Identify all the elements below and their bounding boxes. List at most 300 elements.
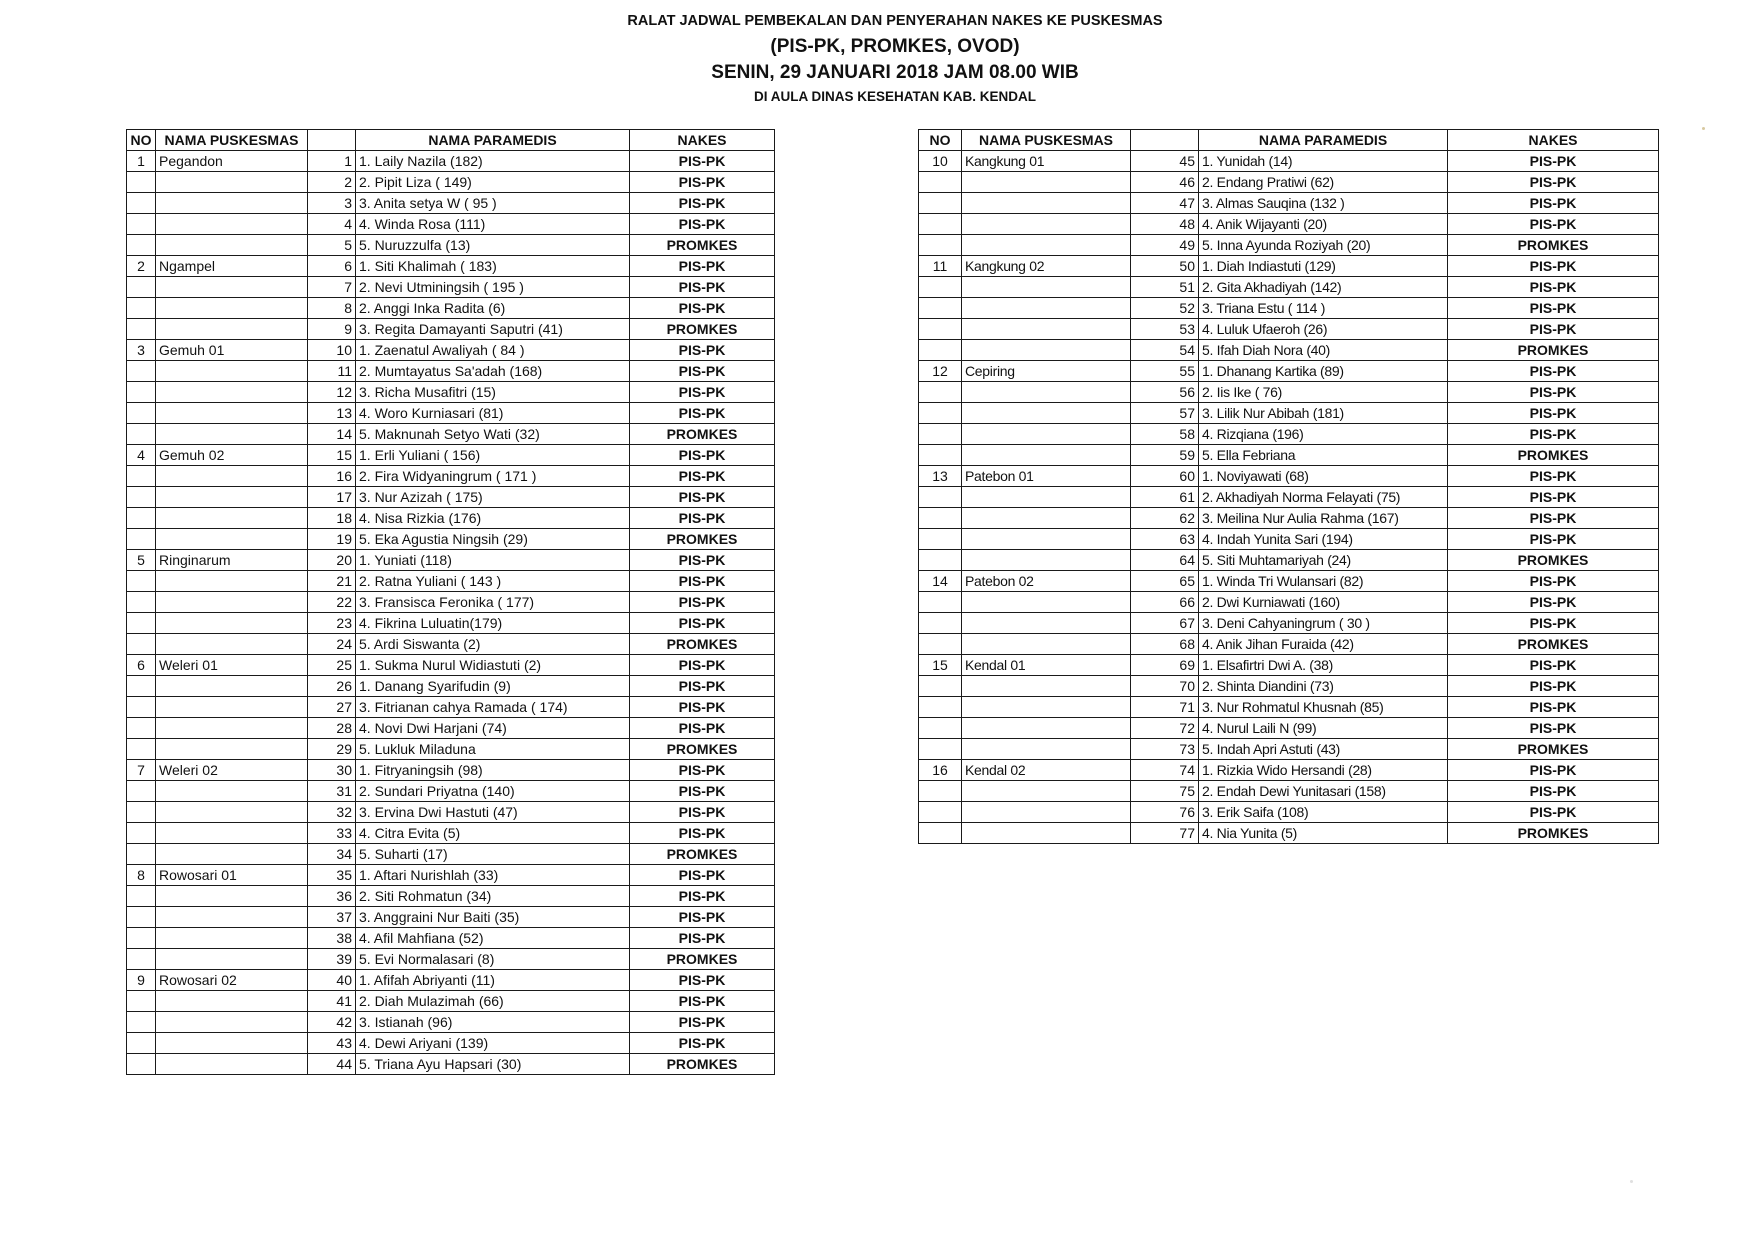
table-row bbox=[919, 361, 1659, 382]
paramedis-index-cell: 25 bbox=[308, 655, 356, 676]
nakes-type-cell: PIS-PK bbox=[630, 277, 775, 298]
nakes-type-cell: PIS-PK bbox=[1448, 655, 1659, 676]
nakes-type-cell: PROMKES bbox=[630, 844, 775, 865]
row-number-cell bbox=[127, 172, 156, 193]
puskesmas-name-cell bbox=[962, 319, 1131, 340]
paramedis-name-cell: 3. Nur Rohmatul Khusnah (85) bbox=[1199, 697, 1448, 718]
paramedis-name-cell: 1. Afifah Abriyanti (11) bbox=[356, 970, 630, 991]
paramedis-index-cell: 36 bbox=[308, 886, 356, 907]
column-header-nakes: NAKES bbox=[630, 130, 775, 151]
puskesmas-name-cell bbox=[156, 214, 308, 235]
row-number-cell bbox=[127, 886, 156, 907]
paramedis-name-cell: 5. Triana Ayu Hapsari (30) bbox=[356, 1054, 630, 1075]
paramedis-index-cell: 45 bbox=[1131, 151, 1199, 172]
table-row bbox=[919, 235, 1659, 256]
puskesmas-name-cell bbox=[962, 592, 1131, 613]
row-number-cell bbox=[919, 739, 962, 760]
puskesmas-name-cell: Ngampel bbox=[156, 256, 308, 277]
nakes-type-cell: PIS-PK bbox=[1448, 676, 1659, 697]
puskesmas-name-cell bbox=[156, 592, 308, 613]
paramedis-name-cell: 4. Nisa Rizkia (176) bbox=[356, 508, 630, 529]
puskesmas-name-cell bbox=[962, 676, 1131, 697]
table-row bbox=[127, 823, 775, 844]
row-number-cell bbox=[127, 277, 156, 298]
puskesmas-name-cell bbox=[962, 403, 1131, 424]
nakes-type-cell: PIS-PK bbox=[630, 151, 775, 172]
row-number-cell: 13 bbox=[919, 466, 962, 487]
puskesmas-name-cell bbox=[156, 676, 308, 697]
nakes-type-cell: PIS-PK bbox=[1448, 781, 1659, 802]
paramedis-index-cell: 62 bbox=[1131, 508, 1199, 529]
table-row bbox=[919, 634, 1659, 655]
puskesmas-name-cell bbox=[962, 613, 1131, 634]
table-row bbox=[919, 340, 1659, 361]
paramedis-index-cell: 46 bbox=[1131, 172, 1199, 193]
table-row bbox=[919, 445, 1659, 466]
paramedis-name-cell: 5. Ifah Diah Nora (40) bbox=[1199, 340, 1448, 361]
table-header-row bbox=[127, 130, 775, 151]
puskesmas-name-cell: Rowosari 01 bbox=[156, 865, 308, 886]
puskesmas-name-cell: Kangkung 01 bbox=[962, 151, 1131, 172]
nakes-type-cell: PIS-PK bbox=[630, 802, 775, 823]
paramedis-index-cell: 55 bbox=[1131, 361, 1199, 382]
puskesmas-name-cell bbox=[962, 382, 1131, 403]
nakes-type-cell: PIS-PK bbox=[630, 445, 775, 466]
paramedis-name-cell: 1. Sukma Nurul Widiastuti (2) bbox=[356, 655, 630, 676]
paramedis-name-cell: 1. Yunidah (14) bbox=[1199, 151, 1448, 172]
puskesmas-name-cell bbox=[156, 844, 308, 865]
nakes-type-cell: PIS-PK bbox=[630, 466, 775, 487]
row-number-cell bbox=[919, 298, 962, 319]
puskesmas-name-cell bbox=[156, 991, 308, 1012]
puskesmas-name-cell bbox=[962, 424, 1131, 445]
puskesmas-name-cell bbox=[156, 277, 308, 298]
nakes-type-cell: PROMKES bbox=[1448, 823, 1659, 844]
paramedis-index-cell: 31 bbox=[308, 781, 356, 802]
row-number-cell: 1 bbox=[127, 151, 156, 172]
nakes-type-cell: PIS-PK bbox=[630, 508, 775, 529]
nakes-type-cell: PROMKES bbox=[1448, 235, 1659, 256]
table-row bbox=[127, 676, 775, 697]
table-row bbox=[127, 718, 775, 739]
nakes-type-cell: PIS-PK bbox=[630, 970, 775, 991]
table-row bbox=[919, 676, 1659, 697]
nakes-type-cell: PIS-PK bbox=[630, 655, 775, 676]
puskesmas-name-cell bbox=[156, 718, 308, 739]
row-number-cell bbox=[127, 1012, 156, 1033]
row-number-cell: 5 bbox=[127, 550, 156, 571]
table-row bbox=[127, 319, 775, 340]
paramedis-index-cell: 22 bbox=[308, 592, 356, 613]
scan-speck bbox=[1702, 127, 1705, 130]
nakes-type-cell: PIS-PK bbox=[630, 487, 775, 508]
row-number-cell: 6 bbox=[127, 655, 156, 676]
nakes-type-cell: PIS-PK bbox=[630, 781, 775, 802]
row-number-cell: 16 bbox=[919, 760, 962, 781]
nakes-type-cell: PROMKES bbox=[1448, 739, 1659, 760]
paramedis-name-cell: 3. Ervina Dwi Hastuti (47) bbox=[356, 802, 630, 823]
scan-speck bbox=[1630, 1180, 1633, 1183]
paramedis-name-cell: 2. Shinta Diandini (73) bbox=[1199, 676, 1448, 697]
table-row bbox=[127, 907, 775, 928]
row-number-cell bbox=[127, 193, 156, 214]
nakes-type-cell: PIS-PK bbox=[630, 928, 775, 949]
paramedis-name-cell: 3. Fransisca Feronika ( 177) bbox=[356, 592, 630, 613]
table-row bbox=[127, 340, 775, 361]
paramedis-name-cell: 2. Fira Widyaningrum ( 171 ) bbox=[356, 466, 630, 487]
puskesmas-name-cell: Cepiring bbox=[962, 361, 1131, 382]
table-row bbox=[919, 298, 1659, 319]
puskesmas-name-cell bbox=[156, 382, 308, 403]
nakes-type-cell: PROMKES bbox=[1448, 550, 1659, 571]
paramedis-index-cell: 16 bbox=[308, 466, 356, 487]
puskesmas-name-cell bbox=[156, 739, 308, 760]
paramedis-name-cell: 4. Anik Wijayanti (20) bbox=[1199, 214, 1448, 235]
puskesmas-name-cell: Gemuh 02 bbox=[156, 445, 308, 466]
row-number-cell bbox=[127, 319, 156, 340]
paramedis-name-cell: 2. Pipit Liza ( 149) bbox=[356, 172, 630, 193]
nakes-type-cell: PIS-PK bbox=[1448, 571, 1659, 592]
nakes-type-cell: PIS-PK bbox=[630, 361, 775, 382]
paramedis-index-cell: 65 bbox=[1131, 571, 1199, 592]
nakes-type-cell: PIS-PK bbox=[1448, 151, 1659, 172]
row-number-cell bbox=[127, 466, 156, 487]
puskesmas-name-cell bbox=[156, 508, 308, 529]
row-number-cell bbox=[127, 1033, 156, 1054]
puskesmas-name-cell bbox=[156, 907, 308, 928]
paramedis-index-cell: 19 bbox=[308, 529, 356, 550]
puskesmas-name-cell: Kangkung 02 bbox=[962, 256, 1131, 277]
row-number-cell bbox=[919, 592, 962, 613]
paramedis-index-cell: 68 bbox=[1131, 634, 1199, 655]
paramedis-name-cell: 4. Nurul Laili N (99) bbox=[1199, 718, 1448, 739]
nakes-type-cell: PIS-PK bbox=[630, 865, 775, 886]
row-number-cell bbox=[127, 802, 156, 823]
paramedis-index-cell: 9 bbox=[308, 319, 356, 340]
paramedis-name-cell: 4. Woro Kurniasari (81) bbox=[356, 403, 630, 424]
paramedis-index-cell: 18 bbox=[308, 508, 356, 529]
paramedis-name-cell: 5. Evi Normalasari (8) bbox=[356, 949, 630, 970]
nakes-type-cell: PIS-PK bbox=[630, 718, 775, 739]
nakes-type-cell: PIS-PK bbox=[1448, 361, 1659, 382]
row-number-cell bbox=[127, 613, 156, 634]
nakes-type-cell: PIS-PK bbox=[1448, 256, 1659, 277]
table-row bbox=[127, 865, 775, 886]
paramedis-name-cell: 5. Nuruzzulfa (13) bbox=[356, 235, 630, 256]
paramedis-name-cell: 5. Ella Febriana bbox=[1199, 445, 1448, 466]
paramedis-name-cell: 1. Laily Nazila (182) bbox=[356, 151, 630, 172]
paramedis-name-cell: 4. Indah Yunita Sari (194) bbox=[1199, 529, 1448, 550]
puskesmas-name-cell bbox=[156, 1012, 308, 1033]
paramedis-name-cell: 1. Noviyawati (68) bbox=[1199, 466, 1448, 487]
row-number-cell bbox=[127, 676, 156, 697]
paramedis-index-cell: 50 bbox=[1131, 256, 1199, 277]
table-row bbox=[919, 697, 1659, 718]
paramedis-index-cell: 3 bbox=[308, 193, 356, 214]
puskesmas-name-cell bbox=[156, 802, 308, 823]
paramedis-name-cell: 5. Ardi Siswanta (2) bbox=[356, 634, 630, 655]
table-row bbox=[127, 382, 775, 403]
row-number-cell bbox=[127, 928, 156, 949]
puskesmas-name-cell bbox=[962, 193, 1131, 214]
table-row bbox=[127, 214, 775, 235]
nakes-type-cell: PIS-PK bbox=[630, 403, 775, 424]
nakes-type-cell: PIS-PK bbox=[630, 298, 775, 319]
nakes-type-cell: PIS-PK bbox=[630, 991, 775, 1012]
row-number-cell bbox=[127, 781, 156, 802]
paramedis-name-cell: 1. Dhanang Kartika (89) bbox=[1199, 361, 1448, 382]
puskesmas-name-cell bbox=[156, 424, 308, 445]
nakes-type-cell: PIS-PK bbox=[630, 613, 775, 634]
table-row bbox=[919, 823, 1659, 844]
puskesmas-name-cell bbox=[156, 613, 308, 634]
row-number-cell bbox=[127, 1054, 156, 1075]
table-row bbox=[919, 403, 1659, 424]
paramedis-name-cell: 4. Winda Rosa (111) bbox=[356, 214, 630, 235]
puskesmas-name-cell bbox=[156, 172, 308, 193]
paramedis-index-cell: 20 bbox=[308, 550, 356, 571]
table-header-row bbox=[919, 130, 1659, 151]
paramedis-index-cell: 34 bbox=[308, 844, 356, 865]
paramedis-index-cell: 61 bbox=[1131, 487, 1199, 508]
paramedis-index-cell: 64 bbox=[1131, 550, 1199, 571]
row-number-cell bbox=[919, 550, 962, 571]
paramedis-name-cell: 3. Anita setya W ( 95 ) bbox=[356, 193, 630, 214]
table-row bbox=[919, 424, 1659, 445]
table-row bbox=[919, 151, 1659, 172]
puskesmas-name-cell bbox=[156, 529, 308, 550]
row-number-cell bbox=[919, 487, 962, 508]
table-row bbox=[919, 319, 1659, 340]
nakes-type-cell: PIS-PK bbox=[630, 340, 775, 361]
paramedis-index-cell: 12 bbox=[308, 382, 356, 403]
table-row bbox=[127, 928, 775, 949]
puskesmas-name-cell bbox=[962, 634, 1131, 655]
paramedis-index-cell: 49 bbox=[1131, 235, 1199, 256]
paramedis-name-cell: 3. Deni Cahyaningrum ( 30 ) bbox=[1199, 613, 1448, 634]
table-row bbox=[127, 781, 775, 802]
paramedis-name-cell: 5. Lukluk Miladuna bbox=[356, 739, 630, 760]
paramedis-index-cell: 41 bbox=[308, 991, 356, 1012]
table-row bbox=[127, 550, 775, 571]
puskesmas-name-cell bbox=[156, 235, 308, 256]
table-row bbox=[127, 361, 775, 382]
table-row bbox=[919, 571, 1659, 592]
nakes-type-cell: PIS-PK bbox=[630, 676, 775, 697]
puskesmas-name-cell bbox=[962, 823, 1131, 844]
table-row bbox=[919, 655, 1659, 676]
puskesmas-name-cell bbox=[156, 487, 308, 508]
row-number-cell bbox=[919, 634, 962, 655]
paramedis-index-cell: 11 bbox=[308, 361, 356, 382]
table-row bbox=[127, 529, 775, 550]
puskesmas-name-cell bbox=[156, 193, 308, 214]
table-row bbox=[127, 256, 775, 277]
table-row bbox=[127, 949, 775, 970]
column-header-puskesmas: NAMA PUSKESMAS bbox=[156, 130, 308, 151]
nakes-type-cell: PROMKES bbox=[630, 634, 775, 655]
nakes-type-cell: PROMKES bbox=[1448, 634, 1659, 655]
table-row bbox=[919, 214, 1659, 235]
column-header-paramedis: NAMA PARAMEDIS bbox=[356, 130, 630, 151]
paramedis-name-cell: 1. Aftari Nurishlah (33) bbox=[356, 865, 630, 886]
paramedis-name-cell: 5. Indah Apri Astuti (43) bbox=[1199, 739, 1448, 760]
puskesmas-name-cell bbox=[962, 529, 1131, 550]
paramedis-index-cell: 43 bbox=[308, 1033, 356, 1054]
column-header-nakes: NAKES bbox=[1448, 130, 1659, 151]
row-number-cell: 15 bbox=[919, 655, 962, 676]
paramedis-index-cell: 39 bbox=[308, 949, 356, 970]
puskesmas-name-cell: Weleri 02 bbox=[156, 760, 308, 781]
puskesmas-name-cell bbox=[156, 886, 308, 907]
paramedis-index-cell: 70 bbox=[1131, 676, 1199, 697]
row-number-cell bbox=[127, 949, 156, 970]
paramedis-name-cell: 5. Inna Ayunda Roziyah (20) bbox=[1199, 235, 1448, 256]
paramedis-index-cell: 17 bbox=[308, 487, 356, 508]
document-location: DI AULA DINAS KESEHATAN KAB. KENDAL bbox=[754, 89, 1036, 104]
paramedis-name-cell: 4. Luluk Ufaeroh (26) bbox=[1199, 319, 1448, 340]
table-row bbox=[127, 466, 775, 487]
puskesmas-name-cell bbox=[156, 466, 308, 487]
paramedis-name-cell: 3. Anggraini Nur Baiti (35) bbox=[356, 907, 630, 928]
table-row bbox=[127, 487, 775, 508]
paramedis-index-cell: 58 bbox=[1131, 424, 1199, 445]
puskesmas-name-cell bbox=[962, 298, 1131, 319]
puskesmas-name-cell bbox=[156, 634, 308, 655]
row-number-cell bbox=[919, 781, 962, 802]
table-row bbox=[127, 403, 775, 424]
document-title: RALAT JADWAL PEMBEKALAN DAN PENYERAHAN NAKES KE PUSKESMAS bbox=[627, 13, 1163, 29]
paramedis-index-cell: 2 bbox=[308, 172, 356, 193]
paramedis-name-cell: 3. Istianah (96) bbox=[356, 1012, 630, 1033]
paramedis-index-cell: 75 bbox=[1131, 781, 1199, 802]
row-number-cell bbox=[127, 907, 156, 928]
puskesmas-name-cell bbox=[156, 949, 308, 970]
document-subtitle-programs: (PIS-PK, PROMKES, OVOD) bbox=[770, 36, 1020, 57]
row-number-cell bbox=[127, 571, 156, 592]
puskesmas-name-cell: Weleri 01 bbox=[156, 655, 308, 676]
row-number-cell bbox=[127, 487, 156, 508]
row-number-cell bbox=[127, 634, 156, 655]
paramedis-name-cell: 2. Mumtayatus Sa'adah (168) bbox=[356, 361, 630, 382]
paramedis-name-cell: 2. Gita Akhadiyah (142) bbox=[1199, 277, 1448, 298]
puskesmas-name-cell bbox=[962, 340, 1131, 361]
puskesmas-name-cell bbox=[962, 235, 1131, 256]
puskesmas-name-cell bbox=[156, 823, 308, 844]
row-number-cell bbox=[127, 739, 156, 760]
paramedis-name-cell: 3. Lilik Nur Abibah (181) bbox=[1199, 403, 1448, 424]
puskesmas-name-cell: Pegandon bbox=[156, 151, 308, 172]
puskesmas-name-cell bbox=[962, 508, 1131, 529]
paramedis-name-cell: 1. Winda Tri Wulansari (82) bbox=[1199, 571, 1448, 592]
row-number-cell bbox=[127, 718, 156, 739]
paramedis-index-cell: 7 bbox=[308, 277, 356, 298]
row-number-cell bbox=[919, 382, 962, 403]
table-row bbox=[127, 802, 775, 823]
nakes-type-cell: PIS-PK bbox=[1448, 487, 1659, 508]
paramedis-name-cell: 3. Meilina Nur Aulia Rahma (167) bbox=[1199, 508, 1448, 529]
table-row bbox=[919, 382, 1659, 403]
nakes-type-cell: PIS-PK bbox=[630, 886, 775, 907]
paramedis-name-cell: 2. Diah Mulazimah (66) bbox=[356, 991, 630, 1012]
table-row bbox=[127, 1033, 775, 1054]
nakes-type-cell: PIS-PK bbox=[1448, 592, 1659, 613]
paramedis-index-cell: 10 bbox=[308, 340, 356, 361]
paramedis-name-cell: 1. Rizkia Wido Hersandi (28) bbox=[1199, 760, 1448, 781]
row-number-cell bbox=[919, 340, 962, 361]
row-number-cell bbox=[127, 214, 156, 235]
nakes-type-cell: PIS-PK bbox=[1448, 277, 1659, 298]
table-row bbox=[127, 655, 775, 676]
paramedis-index-cell: 38 bbox=[308, 928, 356, 949]
paramedis-index-cell: 51 bbox=[1131, 277, 1199, 298]
table-row bbox=[919, 592, 1659, 613]
nakes-type-cell: PIS-PK bbox=[1448, 718, 1659, 739]
puskesmas-name-cell: Patebon 01 bbox=[962, 466, 1131, 487]
nakes-type-cell: PIS-PK bbox=[1448, 403, 1659, 424]
nakes-type-cell: PIS-PK bbox=[1448, 760, 1659, 781]
table-row bbox=[127, 613, 775, 634]
nakes-type-cell: PIS-PK bbox=[630, 1012, 775, 1033]
paramedis-index-cell: 35 bbox=[308, 865, 356, 886]
paramedis-index-cell: 5 bbox=[308, 235, 356, 256]
table-row bbox=[127, 739, 775, 760]
paramedis-name-cell: 4. Afil Mahfiana (52) bbox=[356, 928, 630, 949]
nakes-type-cell: PROMKES bbox=[630, 1054, 775, 1075]
nakes-type-cell: PIS-PK bbox=[1448, 214, 1659, 235]
nakes-type-cell: PROMKES bbox=[630, 739, 775, 760]
table-row bbox=[127, 991, 775, 1012]
paramedis-index-cell: 59 bbox=[1131, 445, 1199, 466]
paramedis-index-cell: 30 bbox=[308, 760, 356, 781]
puskesmas-name-cell bbox=[962, 718, 1131, 739]
paramedis-index-cell: 66 bbox=[1131, 592, 1199, 613]
table-row bbox=[919, 193, 1659, 214]
paramedis-name-cell: 2. Endang Pratiwi (62) bbox=[1199, 172, 1448, 193]
paramedis-index-cell: 63 bbox=[1131, 529, 1199, 550]
nakes-type-cell: PIS-PK bbox=[630, 907, 775, 928]
paramedis-name-cell: 5. Siti Muhtamariyah (24) bbox=[1199, 550, 1448, 571]
nakes-type-cell: PIS-PK bbox=[630, 172, 775, 193]
paramedis-name-cell: 1. Yuniati (118) bbox=[356, 550, 630, 571]
paramedis-index-cell: 74 bbox=[1131, 760, 1199, 781]
paramedis-name-cell: 5. Maknunah Setyo Wati (32) bbox=[356, 424, 630, 445]
paramedis-index-cell: 23 bbox=[308, 613, 356, 634]
nakes-type-cell: PIS-PK bbox=[1448, 697, 1659, 718]
nakes-type-cell: PIS-PK bbox=[630, 592, 775, 613]
row-number-cell bbox=[919, 235, 962, 256]
paramedis-name-cell: 4. Citra Evita (5) bbox=[356, 823, 630, 844]
nakes-type-cell: PIS-PK bbox=[1448, 802, 1659, 823]
nakes-type-cell: PROMKES bbox=[630, 235, 775, 256]
paramedis-name-cell: 1. Danang Syarifudin (9) bbox=[356, 676, 630, 697]
paramedis-index-cell: 42 bbox=[308, 1012, 356, 1033]
table-row bbox=[919, 781, 1659, 802]
puskesmas-name-cell bbox=[962, 697, 1131, 718]
table-row bbox=[919, 466, 1659, 487]
row-number-cell: 7 bbox=[127, 760, 156, 781]
nakes-type-cell: PIS-PK bbox=[630, 382, 775, 403]
paramedis-index-cell: 21 bbox=[308, 571, 356, 592]
paramedis-index-cell: 71 bbox=[1131, 697, 1199, 718]
puskesmas-name-cell: Rowosari 02 bbox=[156, 970, 308, 991]
paramedis-index-cell: 48 bbox=[1131, 214, 1199, 235]
puskesmas-name-cell bbox=[962, 445, 1131, 466]
nakes-type-cell: PIS-PK bbox=[630, 760, 775, 781]
paramedis-index-cell: 27 bbox=[308, 697, 356, 718]
puskesmas-name-cell bbox=[962, 172, 1131, 193]
puskesmas-name-cell bbox=[156, 361, 308, 382]
